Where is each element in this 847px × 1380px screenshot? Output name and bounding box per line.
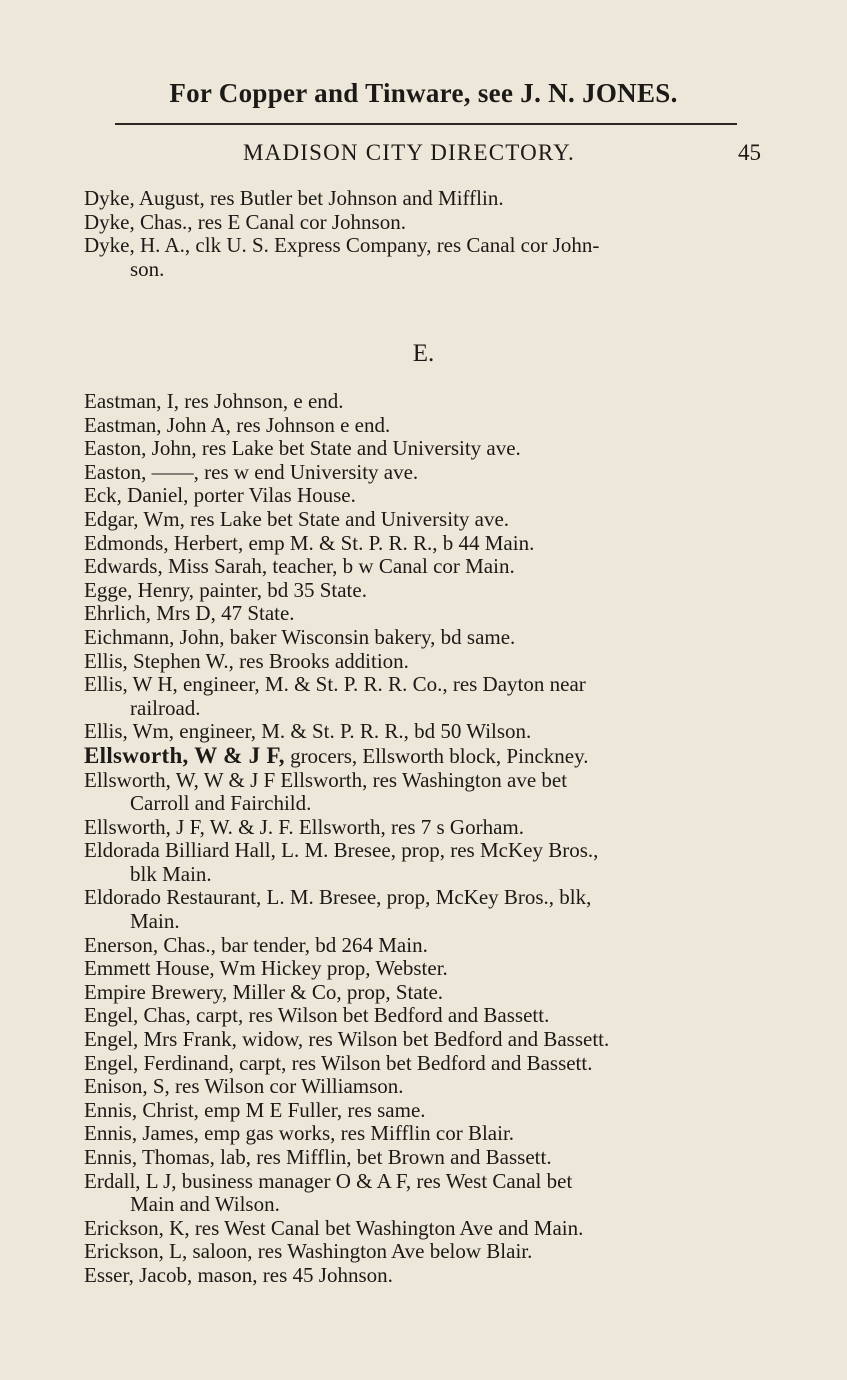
directory-entry: [84, 1028, 774, 1052]
directory-entry: [84, 461, 774, 485]
entry-text: Eldorado Restaurant, L. M. Bresee, prop, McKey Bros., blk,: [84, 885, 592, 910]
entry-text: Emmett House, Wm Hickey prop, Webster.: [84, 956, 448, 981]
directory-entry: [84, 934, 774, 958]
entry-text: Erdall, L J, business manager O & A F, res West Canal bet: [84, 1168, 573, 1193]
directory-entry: [84, 1052, 774, 1076]
entry-continuation: Carroll and Fairchild.: [130, 791, 312, 816]
entry-continuation: son.: [130, 256, 165, 281]
entry-text: Ellis, Stephen W., res Brooks addition.: [84, 648, 409, 673]
entry-text: Engel, Chas, carpt, res Wilson bet Bedford and Bassett.: [84, 1003, 550, 1028]
directory-entry: [84, 816, 774, 840]
entry-text: Egge, Henry, painter, bd 35 State.: [84, 577, 367, 602]
directory-entry: [84, 720, 774, 744]
entry-text: Ellis, W H, engineer, M. & St. P. R. R. Co., res Dayton near: [84, 672, 586, 697]
directory-entry: [84, 1264, 774, 1288]
entry-text: Dyke, August, res Butler bet Johnson and Mifflin.: [84, 186, 504, 210]
entry-text: Eichmann, John, baker Wisconsin bakery, bd same.: [84, 624, 516, 649]
directory-entry: [84, 626, 774, 650]
entry-text: Dyke, H. A., clk U. S. Express Company, res Canal cor John-: [84, 233, 600, 258]
directory-entry: [84, 211, 774, 235]
directory-entry: [84, 1099, 774, 1123]
entry-text: Enison, S, res Wilson cor Williamson.: [84, 1074, 404, 1099]
entry-text: Easton, ——, res w end University ave.: [84, 459, 419, 484]
directory-entry: [84, 1004, 774, 1028]
entry-text: Erickson, L, saloon, res Washington Ave below Blair.: [84, 1239, 533, 1264]
directory-entry: [84, 1240, 774, 1264]
directory-entry: [84, 886, 774, 933]
entry-continuation: blk Main.: [130, 861, 212, 886]
entry-text: Esser, Jacob, mason, res 45 Johnson.: [84, 1262, 393, 1287]
entry-text: Edgar, Wm, res Lake bet State and University ave.: [84, 506, 510, 531]
entry-continuation: Main and Wilson.: [130, 1192, 280, 1217]
entry-text: Ellsworth, J F, W. & J. F. Ellsworth, res 7 s Gorham.: [84, 814, 524, 839]
directory-entry: [84, 437, 774, 461]
directory-entry: [84, 673, 774, 720]
directory-entry: [84, 234, 774, 281]
directory-entry: [84, 390, 774, 414]
directory-entry: [84, 555, 774, 579]
entry-text: Eck, Daniel, porter Vilas House.: [84, 483, 356, 508]
entry-text: Engel, Ferdinand, carpt, res Wilson bet Bedford and Bassett.: [84, 1050, 593, 1075]
directory-entry: [84, 602, 774, 626]
entry-text: Ellis, Wm, engineer, M. & St. P. R. R., bd 50 Wilson.: [84, 719, 532, 744]
entry-text: Eastman, I, res Johnson, e end.: [84, 389, 344, 413]
directory-entry: [84, 508, 774, 532]
directory-entry: [84, 769, 774, 816]
directory-entry: [84, 650, 774, 674]
directory-entry: [84, 414, 774, 438]
entry-text: Eastman, John A, res Johnson e end.: [84, 412, 391, 437]
entry-text: Enerson, Chas., bar tender, bd 264 Main.: [84, 932, 428, 957]
entry-text: Eldorada Billiard Hall, L. M. Bresee, prop, res McKey Bros.,: [84, 838, 599, 863]
entry-continuation: railroad.: [130, 695, 201, 720]
advert-header: For Copper and Tinware, see J. N. JONES.: [169, 78, 678, 108]
entry-text: Engel, Mrs Frank, widow, res Wilson bet Bedford and Bassett.: [84, 1027, 610, 1052]
directory-entry: [84, 579, 774, 603]
entry-text: Ennis, James, emp gas works, res Mifflin cor Blair.: [84, 1121, 515, 1146]
entry-continuation: Main.: [130, 909, 180, 934]
entry-text: Empire Brewery, Miller & Co, prop, State.: [84, 979, 444, 1004]
directory-entry: [84, 187, 774, 211]
directory-entry: [84, 839, 774, 886]
directory-entry: [84, 532, 774, 556]
entry-text: Dyke, Chas., res E Canal cor Johnson.: [84, 209, 406, 234]
entry-text: Ennis, Thomas, lab, res Mifflin, bet Brown and Bassett.: [84, 1145, 552, 1169]
directory-entry: [84, 1170, 774, 1217]
entry-text: Erickson, K, res West Canal bet Washington Ave and Main.: [84, 1215, 584, 1240]
running-title: MADISON CITY DIRECTORY.: [243, 140, 575, 165]
directory-entry: [84, 981, 774, 1005]
page-number: 45: [738, 140, 761, 165]
entry-text: Edwards, Miss Sarah, teacher, b w Canal cor Main.: [84, 554, 515, 579]
directory-entry: [84, 957, 774, 981]
entry-bold-name: Ellsworth, W & J F,: [84, 742, 285, 768]
entry-text: Ehrlich, Mrs D, 47 State.: [84, 601, 295, 626]
section-letter: E.: [412, 340, 435, 367]
entry-text: Easton, John, res Lake bet State and University ave.: [84, 436, 521, 461]
entry-text: grocers, Ellsworth block, Pinckney.: [284, 743, 589, 768]
directory-entry: [84, 1122, 774, 1146]
entries-d: [84, 187, 774, 281]
directory-entry: [84, 744, 774, 769]
entry-text: Ennis, Christ, emp M E Fuller, res same.: [84, 1097, 426, 1122]
entries-e: [84, 390, 774, 1288]
entry-text: Ellsworth, W, W & J F Ellsworth, res Washington ave bet: [84, 767, 568, 792]
directory-entry: [84, 484, 774, 508]
directory-entry: [84, 1217, 774, 1241]
header-rule: [115, 123, 737, 125]
directory-entry: [84, 1146, 774, 1170]
entry-text: Edmonds, Herbert, emp M. & St. P. R. R., b 44 Main.: [84, 530, 535, 555]
directory-entry: [84, 1075, 774, 1099]
